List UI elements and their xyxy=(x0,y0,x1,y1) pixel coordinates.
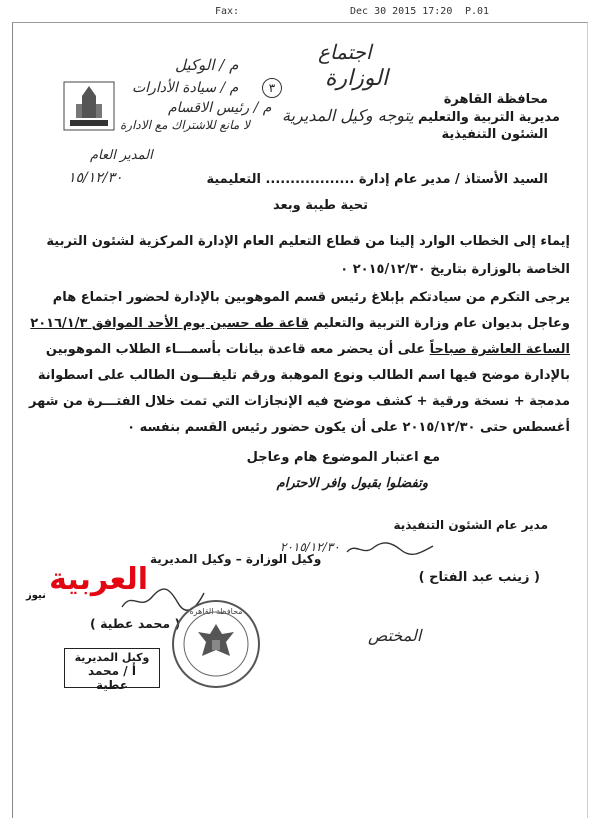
closing-line-1: مع اعتبار الموضوع هام وعاجل xyxy=(246,450,440,465)
body-line-7: مدمجة + نسخة ورقية + كشف موضح فيه الإنجازات التي تمت خلال الفتـــرة من شهر xyxy=(29,394,570,409)
handwritten-note-deputy: م / الوكيل xyxy=(175,56,239,74)
body-line-1: إيماء إلى الخطاب الوارد إلينا من قطاع التعليم العام الإدارة المركزية لشئون التربية xyxy=(46,234,570,249)
body-line-5-part-b: على أن يحضر معه قاعدة بيانات بأسمـــاء الطلاب الموهوبين xyxy=(45,342,426,357)
directorate-deputy-stamp xyxy=(64,648,160,692)
alarabiya-news-logo xyxy=(22,560,154,608)
addressee: السيد الأستاذ / مدير عام إدارة .................. التعليمية xyxy=(206,172,548,187)
body-line-2: الخاصة بالوزارة بتاريخ ٢٠١٥/١٢/٣٠ ٠ xyxy=(340,262,570,277)
body-line-4-meeting-location-date: قاعة طه حسين يوم الأحد الموافق ٢٠١٦/١/٣ xyxy=(30,316,309,331)
handwritten-note-ministry: الوزارة xyxy=(325,66,389,91)
eagle-emblem-icon xyxy=(174,602,258,686)
deputy-name: ( محمد عطية ) xyxy=(90,616,181,631)
stamp-title: وكيل المديرية xyxy=(74,651,150,664)
handwritten-note-section-heads: م / رئيس الاقسام xyxy=(168,100,272,116)
closing-line-2: وتفضلوا بقبول وافر الاحترام xyxy=(276,476,428,491)
sender-line-1: محافظة القاهرة xyxy=(443,92,548,107)
sender-line-3: الشئون التنفيذية xyxy=(441,127,548,142)
handwritten-note-directorate-deputy: يتوجه وكيل المديرية xyxy=(282,106,414,125)
handwritten-note-date: ١٥/١٢/٣٠ xyxy=(68,170,123,186)
logo-text: العربية xyxy=(49,562,148,597)
body-line-6: بالإدارة موضح فيها اسم الطالب ونوع الموهبة ورقم تليفـــون الطالب على اسطوانة xyxy=(37,368,570,383)
director-signature-date: ٢٠١٥/١٢/٣٠ xyxy=(280,540,340,554)
fax-label: Fax: xyxy=(215,6,240,17)
stamp-name: أ / محمد عطية xyxy=(88,664,136,692)
body-line-5-meeting-time: الساعة العاشرة صباحاً xyxy=(429,342,570,357)
body-line-5 xyxy=(46,342,570,357)
official-seal xyxy=(172,600,260,688)
handwritten-responsible: المختص xyxy=(368,626,422,645)
director-title: مدير عام الشئون التنفيذية xyxy=(393,518,548,532)
fax-page: P.01 xyxy=(465,6,490,17)
sender-line-2: مديرية التربية والتعليم xyxy=(417,110,560,125)
cairo-governorate-logo xyxy=(62,80,116,132)
body-line-4-part-a: وعاجل بديوان عام وزارة التربية والتعليم xyxy=(313,316,570,331)
body-line-4 xyxy=(30,316,570,331)
fax-datetime: Dec 30 2015 17:20 xyxy=(350,6,453,17)
director-signature xyxy=(345,540,435,558)
body-line-3: يرجى التكرم من سيادتكم بإبلاغ رئيس قسم الموهوبين بالإدارة لحضور اجتماع هام xyxy=(52,290,570,305)
logo-sub: نيوز xyxy=(26,590,46,601)
handwritten-note-departments: م / سيادة الأدارات xyxy=(132,80,239,96)
greeting: تحية طيبة وبعد xyxy=(272,198,368,213)
handwritten-note-meeting: اجتماع xyxy=(318,40,372,64)
seal-text: محافظة القاهرة xyxy=(189,607,243,616)
deputy-title: وكيل الوزارة – وكيل المديرية xyxy=(150,552,322,566)
handwritten-note-no-objection: لا مانع للاشتراك مع الادارة xyxy=(120,118,251,132)
handwritten-note-director-general: المدير العام xyxy=(90,148,153,163)
body-line-8: أغسطس حتى ٢٠١٥/١٢/٣٠ على أن يكون حضور رئيس القسم بنفسه ٠ xyxy=(127,420,570,435)
director-name: ( زينب عبد الفتاح ) xyxy=(418,570,540,585)
handwritten-circle-mark: ٣ xyxy=(262,78,282,98)
